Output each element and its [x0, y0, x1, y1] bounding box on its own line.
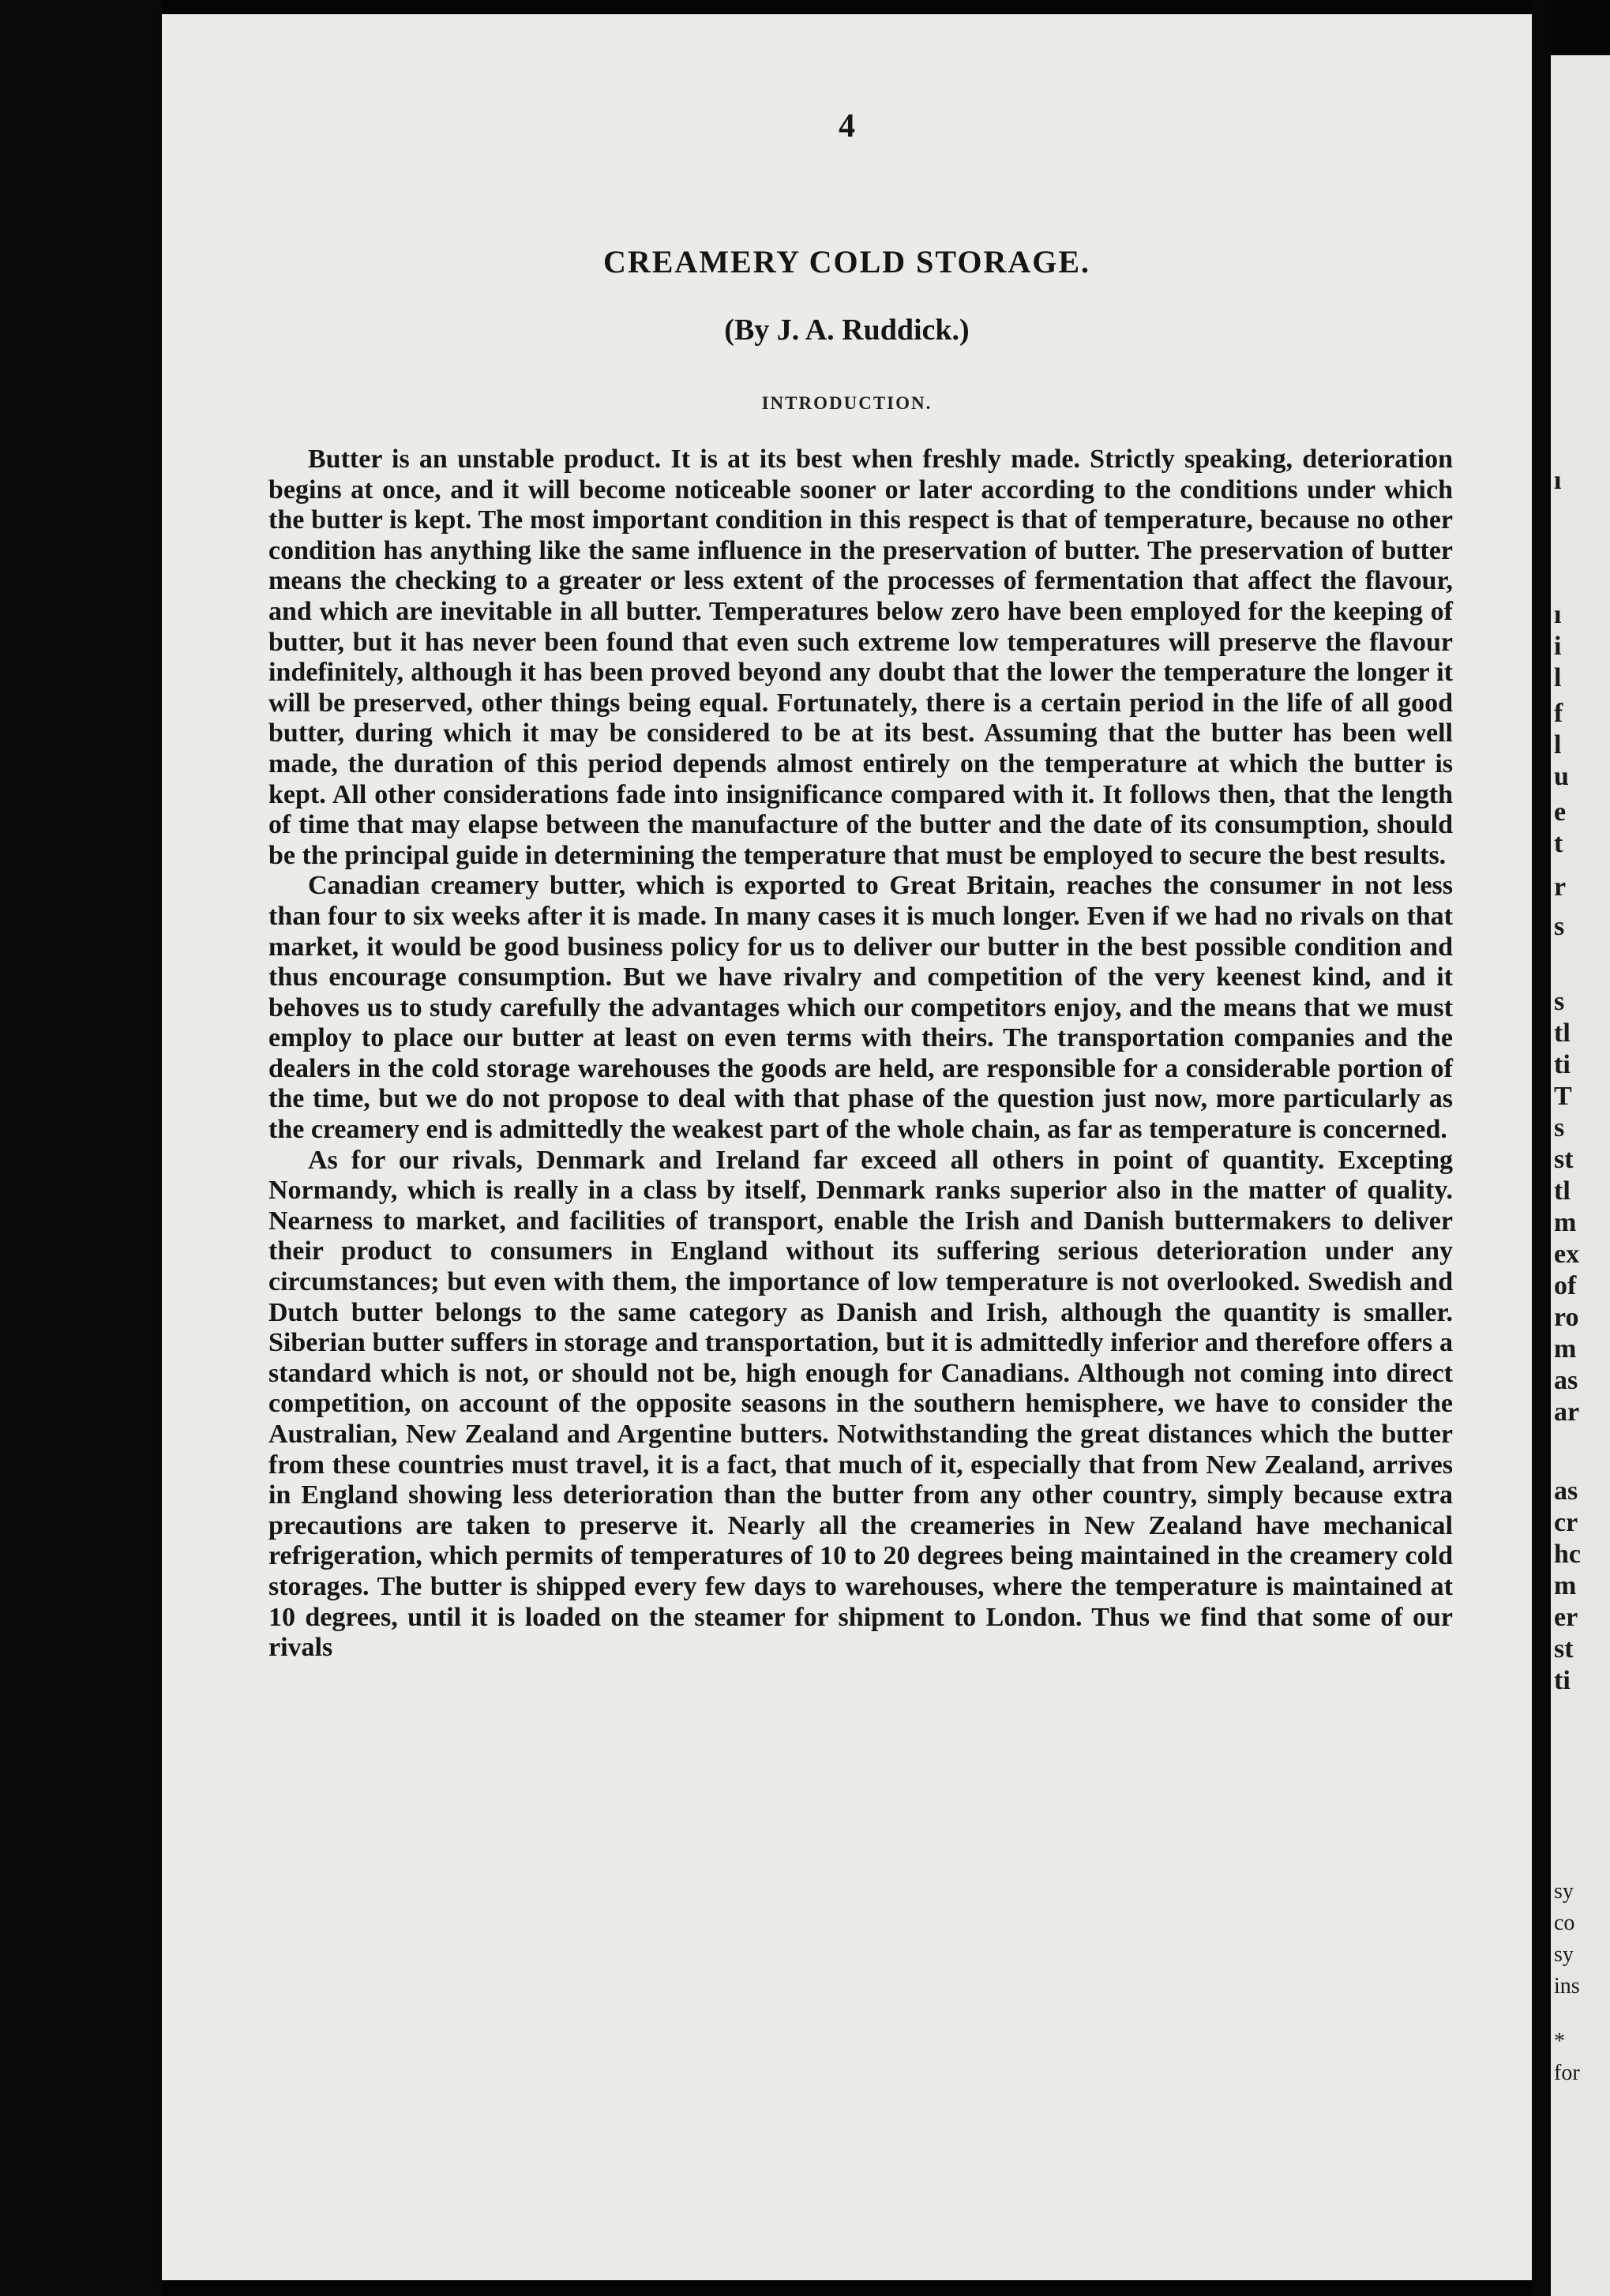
fragment: as [1554, 1366, 1578, 1395]
paragraph-3: As for our rivals, Denmark and Ireland far exceed all others in point of quantity. Excepting Normandy, which is really in a class by itself, Denmark ranks superior also in the matter of quality. Nearness to market, and facilities of transport, enable the Irish and Danish buttermakers to deliver their product to consumers in England without its suffering serious deterioration under any circumstances; but even with them, the importance of low temperature is not overlooked. Swedish and Dutch butter belongs to the same category as Danish and Irish, although the quantity is smaller. Siberian butter suffers in storage and transportation, but it is admittedly inferior and therefore offers a standard which is not, or should not be, high enough for Canadians. Although not coming into direct competition, on account of the opposite seasons in the southern hemisphere, we have to consider the Australian, New Zealand and Argentine butters. Notwithstanding the great distances which the butter from these countries must travel, it is a fact, that much of it, especially that from New Zealand, arrives in England showing less deterioration than the butter from any other country, simply because extra precautions are taken to preserve it. Nearly all the creameries in New Zealand have mechanical refrigeration, which permits of temperatures of 10 to 20 degrees being maintained in the creamery cold storages. The butter is shipped every few days to warehouses, where the temperature is maintained at 10 degrees, until it is loaded on the steamer for shipment to London. Thus we find that some of our rivals [268, 1145, 1453, 1663]
adjacent-page-edge [1551, 55, 1610, 2296]
article-title: CREAMERY COLD STORAGE. [602, 244, 1091, 279]
fragment: m [1554, 1208, 1577, 1237]
fragment: m [1554, 1334, 1577, 1364]
page-number: 4 [839, 108, 855, 144]
fragment: for [1554, 2061, 1580, 2085]
fragment: u [1554, 762, 1569, 791]
author-byline: (By J. A. Ruddick.) [724, 313, 970, 347]
fragment: ı [1554, 600, 1562, 629]
fragment: tl [1554, 1019, 1571, 1048]
fragment: hc [1554, 1540, 1581, 1569]
section-heading: INTRODUCTION. [761, 393, 933, 413]
fragment: s [1554, 987, 1565, 1016]
fragment: i [1554, 632, 1562, 661]
fragment: ti [1554, 1666, 1571, 1695]
fragment: T [1554, 1082, 1572, 1111]
fragment: ti [1554, 1050, 1571, 1079]
fragment: f [1554, 699, 1563, 728]
scan-background-left [0, 0, 162, 2296]
fragment: ins [1554, 1974, 1580, 1998]
fragment: l [1554, 730, 1562, 760]
fragment: s [1554, 912, 1565, 941]
fragment: ex [1554, 1240, 1580, 1269]
paragraph-1: Butter is an unstable product. It is at its best when freshly made. Strictly speaking, deterioration begins at once, and it will become noticeable sooner or later according to the conditions under which the butter is kept. The most important condition in this respect is that of temperature, because no other condition has anything like the same influence in the preservation of butter. The preservation of butter means the checking to a greater or less extent of the processes of fermentation that affect the flavour, and which are inevitable in all butter. Temperatures below zero have been employed for the keeping of butter, but it has never been found that even such extreme low temperatures will preserve the flavour indefinitely, although it has been proved beyond any doubt that the lower the temperature the longer it will be preserved, other things being equal. Fortunately, there is a certain period in the life of all good butter, during which it may be considered to be at its best. Assuming that the butter has been well made, the duration of this period depends almost entirely on the temperature at which the butter is kept. All other considerations fade into insignificance compared with it. It follows then, that the length of time that may elapse between the manufacture of the butter and the date of its consumption, should be the principal guide in determining the temperature that must be employed to secure the best results. [268, 445, 1453, 870]
fragment: sy [1554, 1942, 1574, 1967]
binding-gutter [1532, 0, 1551, 2296]
fragment: tl [1554, 1176, 1571, 1206]
fragment: cr [1554, 1508, 1578, 1537]
fragment: e [1554, 797, 1567, 827]
fragment: ı [1554, 466, 1562, 495]
fragment: * [1554, 2029, 1565, 2054]
fragment: r [1554, 872, 1567, 902]
fragment: as [1554, 1476, 1578, 1506]
fragment: ro [1554, 1303, 1579, 1332]
fragment: st [1554, 1145, 1574, 1174]
fragment: t [1554, 829, 1563, 858]
paragraph-2: Canadian creamery butter, which is exported to Great Britain, reaches the consumer in not less than four to six weeks after it is made. In many cases it is much longer. Even if we had no rivals on that market, it would be good business policy for us to deliver our butter in the best possible condition and thus encourage consumption. But we have rivalry and competition of the very keenest kind, and it behoves us to study carefully the advantages which our competitors enjoy, and the means that we must employ to place our butter at least on even terms with theirs. The transportation companies and the dealers in the cold storage warehouses the goods are held, are responsible for a considerable portion of the time, but we do not propose to deal with that phase of the question just now, more particularly as the creamery end is admittedly the weakest part of the whole chain, as far as temperature is concerned. [268, 871, 1453, 1145]
fragment: s [1554, 1113, 1565, 1142]
fragment: sy [1554, 1879, 1574, 1904]
fragment: of [1554, 1271, 1577, 1300]
fragment: l [1554, 663, 1562, 692]
fragment: ar [1554, 1397, 1580, 1427]
fragment: st [1554, 1634, 1574, 1664]
fragment: m [1554, 1571, 1577, 1600]
article-body [268, 445, 1453, 1664]
fragment: co [1554, 1911, 1575, 1935]
document-page [162, 14, 1532, 2280]
fragment: er [1554, 1603, 1578, 1632]
